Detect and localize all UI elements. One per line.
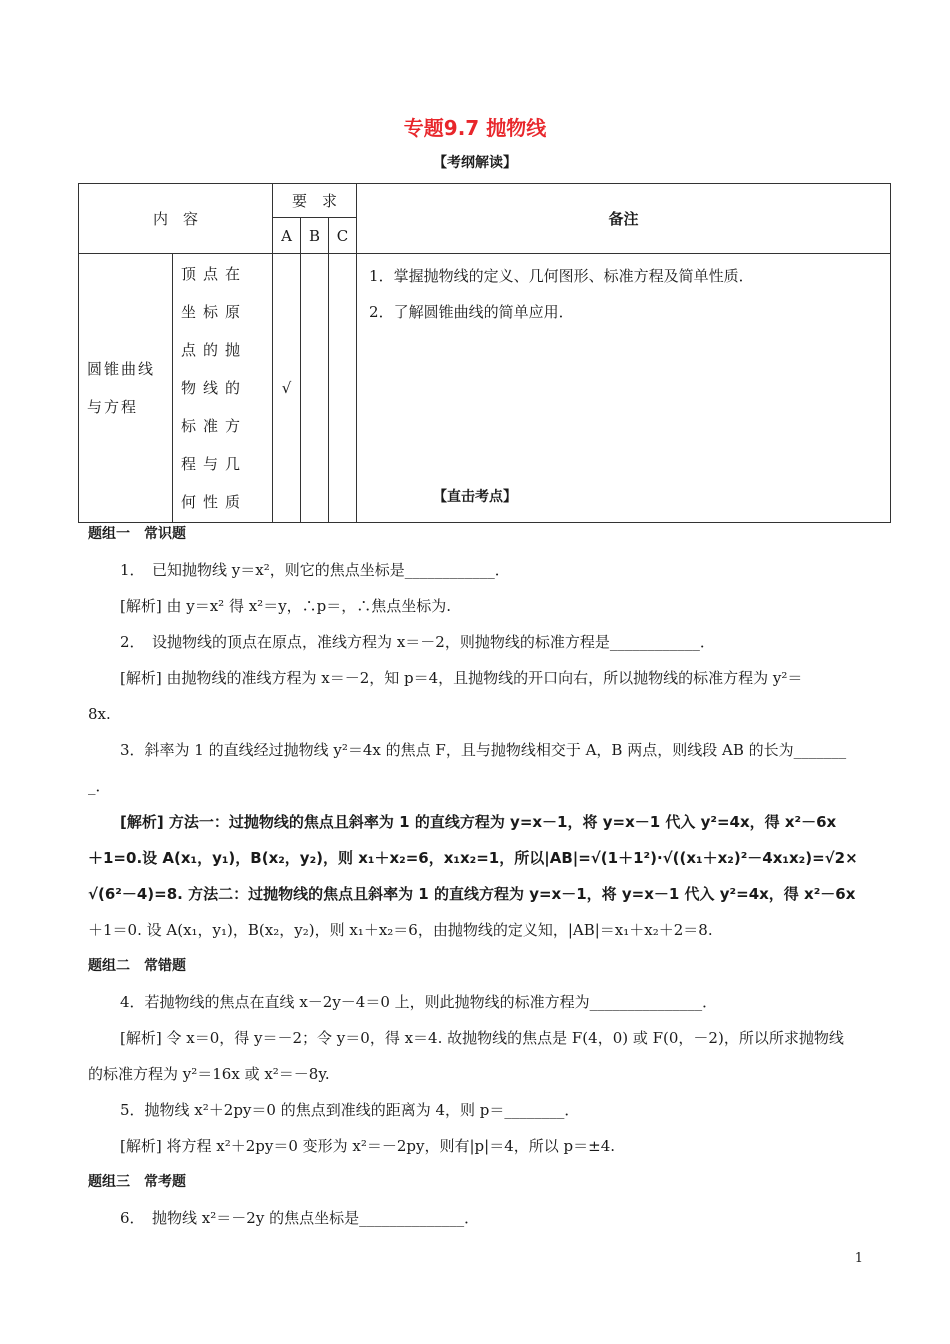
question-3-cont: _．: [88, 777, 111, 795]
group-heading: 题组二 常错题: [88, 958, 186, 974]
page-title: 专题9.7 抛物线: [403, 116, 547, 140]
group-heading: 题组一 常识题: [88, 526, 186, 542]
note-1: 1．掌握抛物线的定义、几何图形、标准方程及简单性质．: [369, 267, 754, 285]
analysis-2: [解析] 由抛物线的准线方程为 x＝－2，知 p＝4，且抛物线的开口向右，所以抛物线的标准方程为 y²＝: [120, 669, 803, 687]
analysis-4: [解析] 令 x＝0，得 y＝－2；令 y＝0，得 x＝4. 故抛物线的焦点是 F(4，0) 或 F(0，－2)，所以所求抛物线: [120, 1029, 844, 1047]
question-1: 1． 已知抛物线 y＝x²，则它的焦点坐标是____________．: [120, 561, 510, 579]
analysis-3-line1: [解析] 方法一：过抛物线的焦点且斜率为 1 的直线方程为 y=x－1，将 y=x－1 代入 y²=4x，得 x²－6x: [120, 813, 837, 831]
question-2: 2． 设抛物线的顶点在原点，准线方程为 x＝－2，则抛物线的标准方程是____________．: [120, 633, 715, 651]
analysis-3-line2: ＋1=0.设 A(x₁，y₁)，B(x₂，y₂)，则 x₁＋x₂=6，x₁x₂=1，所以|AB|=√(1＋1²)·√((x₁＋x₂)²－4x₁x₂)=√2×: [88, 849, 858, 867]
topic-cell: 圆锥曲线与方程: [79, 254, 173, 523]
header-requirements: 要 求: [273, 184, 357, 218]
question-5: 5．抛物线 x²＋2py＝0 的焦点到准线的距离为 4，则 p＝________．: [120, 1101, 580, 1119]
analysis-4-cont: 的标准方程为 y²＝16x 或 x²＝－8y.: [88, 1065, 330, 1083]
section-heading-practice: 【直击考点】: [433, 489, 517, 505]
subtopic-cell: 顶点在坐标原点的抛物线的标准方程与几何性质: [173, 254, 273, 523]
level-c-cell: [329, 254, 357, 523]
analysis-5: [解析] 将方程 x²＋2py＝0 变形为 x²＝－2py，则有|p|＝4，所以 p＝±4.: [120, 1137, 616, 1155]
analysis-3-line3: √(6²－4)=8. 方法二：过抛物线的焦点且斜率为 1 的直线方程为 y=x－1，将 y=x－1 代入 y²=4x，得 x²－6x: [88, 885, 856, 903]
question-3: 3．斜率为 1 的直线经过抛物线 y²＝4x 的焦点 F，且与抛物线相交于 A，B 两点，则线段 AB 的长为_______: [120, 741, 847, 759]
analysis-3-line4: ＋1＝0. 设 A(x₁，y₁)，B(x₂，y₂)，则 x₁＋x₂＝6，由抛物线的定义知，|AB|＝x₁＋x₂＋2＝8.: [88, 921, 713, 939]
header-b: B: [301, 218, 329, 254]
group-heading: 题组三 常考题: [88, 1174, 186, 1190]
analysis-1: [解析] 由 y＝x² 得 x²＝y，∴p＝，∴焦点坐标为.: [120, 597, 452, 615]
level-a-mark: √: [273, 254, 301, 523]
page-number: 1: [854, 1251, 863, 1266]
practice-content: [88, 516, 868, 1236]
level-b-cell: [301, 254, 329, 523]
requirements-table: [78, 183, 891, 523]
analysis-2-cont: 8x.: [88, 705, 111, 723]
question-4: 4．若抛物线的焦点在直线 x－2y－4＝0 上，则此抛物线的标准方程为_______________．: [120, 993, 718, 1011]
header-notes: 备注: [357, 184, 891, 254]
question-6: 6． 抛物线 x²＝－2y 的焦点坐标是______________．: [120, 1209, 480, 1227]
notes-cell: [357, 254, 891, 523]
header-c: C: [329, 218, 357, 254]
section-heading-syllabus: 【考纲解读】: [433, 155, 517, 171]
note-2: 2．了解圆锥曲线的简单应用．: [369, 303, 574, 321]
header-content: 内 容: [79, 184, 273, 254]
header-a: A: [273, 218, 301, 254]
